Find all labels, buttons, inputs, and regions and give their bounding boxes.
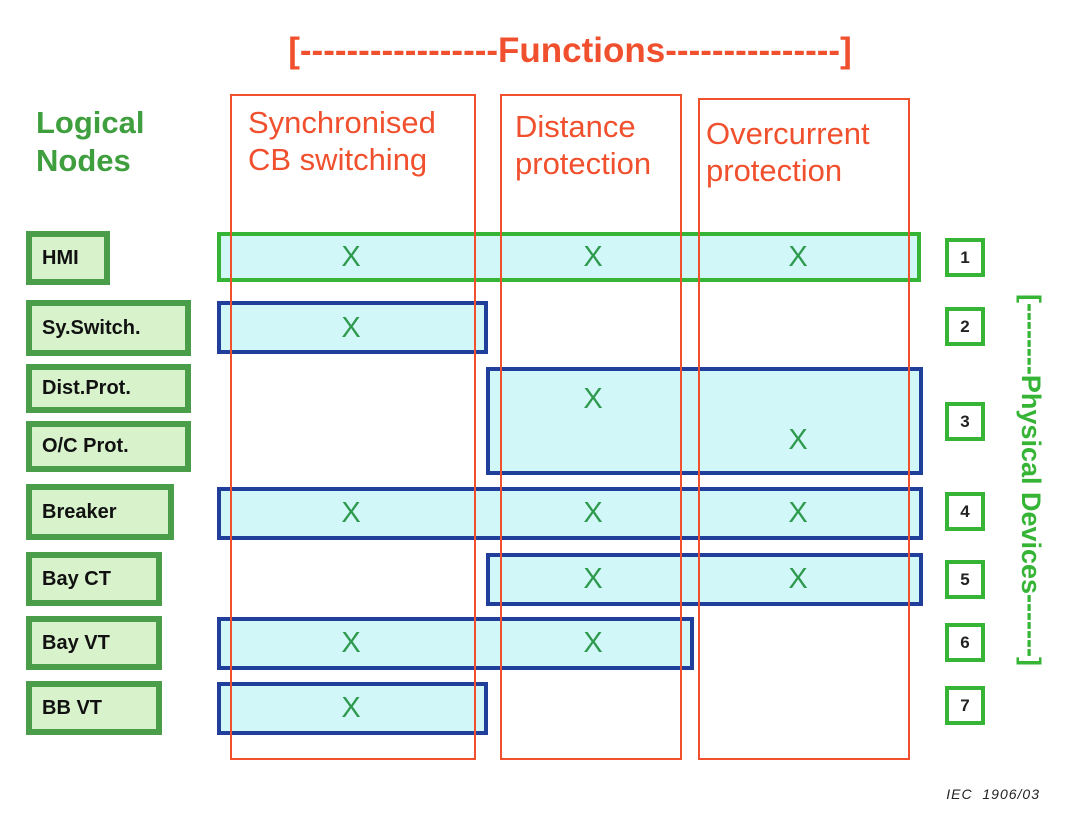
physical-device-1: 1 <box>945 238 985 277</box>
x-mark-hmi-oc: X <box>788 241 808 273</box>
x-mark-bay-ct-dist: X <box>583 563 603 595</box>
logical-node-dist-prot: Dist.Prot. <box>26 364 191 413</box>
physical-device-4: 4 <box>945 492 985 531</box>
x-mark-breaker-oc: X <box>788 497 808 529</box>
function-label-distance: Distance protection <box>515 109 652 181</box>
x-mark-hmi-dist: X <box>583 241 603 273</box>
physical-devices-title-text: [--------Physical Devices-------] <box>1016 293 1046 666</box>
logical-nodes-title: Logical Nodes <box>36 105 145 178</box>
functions-header: [-----------------Functions---------------] <box>288 31 852 70</box>
physical-device-3: 3 <box>945 402 985 441</box>
function-column-sync <box>230 94 476 760</box>
x-mark-bb-vt-sync: X <box>341 692 361 724</box>
logical-node-sy-switch: Sy.Switch. <box>26 300 191 356</box>
physical-device-2: 2 <box>945 307 985 346</box>
x-mark-dist-prot-dist: X <box>583 383 603 415</box>
logical-node-oc-prot: O/C Prot. <box>26 421 191 472</box>
x-mark-oc-prot-oc: X <box>788 424 808 456</box>
x-mark-sy-switch-sync: X <box>341 312 361 344</box>
x-mark-bay-vt-dist: X <box>583 627 603 659</box>
x-mark-breaker-sync: X <box>341 497 361 529</box>
logical-node-breaker: Breaker <box>26 484 174 540</box>
x-mark-breaker-dist: X <box>583 497 603 529</box>
physical-device-6: 6 <box>945 623 985 662</box>
function-label-sync: Synchronised CB switching <box>248 105 436 177</box>
function-column-overcurrent <box>698 98 910 760</box>
figure-reference: IEC 1906/03 <box>946 786 1040 802</box>
logical-node-bay-ct: Bay CT <box>26 552 162 606</box>
x-mark-bay-ct-oc: X <box>788 563 808 595</box>
function-label-overcurrent: Overcurrent protection <box>706 116 870 188</box>
physical-device-5: 5 <box>945 560 985 599</box>
logical-node-bay-vt: Bay VT <box>26 616 162 670</box>
x-mark-bay-vt-sync: X <box>341 627 361 659</box>
function-column-distance <box>500 94 682 760</box>
physical-device-7: 7 <box>945 686 985 725</box>
logical-node-hmi: HMI <box>26 231 110 285</box>
logical-node-bb-vt: BB VT <box>26 681 162 735</box>
x-mark-hmi-sync: X <box>341 241 361 273</box>
